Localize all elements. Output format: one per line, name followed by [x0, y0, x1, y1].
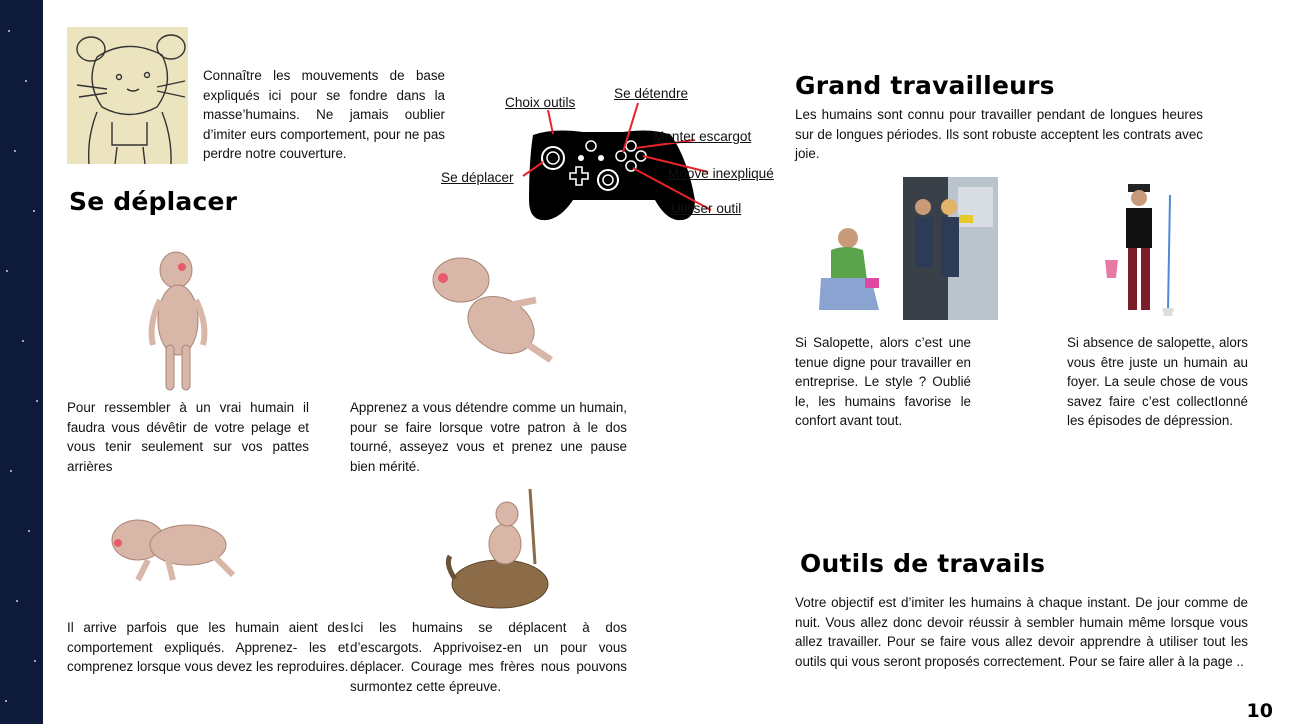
window-cleaners-photo	[903, 177, 998, 320]
document-page	[43, 0, 1291, 724]
label-moove-inexplique: Moove inexpliqué	[668, 166, 774, 181]
text-se-deplacer-1: Pour ressembler à un vrai humain il faudra vous dévêtir de votre pelage et vous tenir seulement sur vos pattes arrières	[67, 400, 309, 474]
text-se-deplacer-4: Ici les humains se déplacent à dos d’escargots. Apprivoisez-en un pour vous déplacer. Courage mes frères nous pouvons surmontez cette épreuve.	[350, 620, 627, 694]
starry-sidebar	[0, 0, 43, 724]
text-with-overalls: Si Salopette, alors c’est une tenue digne pour travailler en entreprise. Le style ? Oublié le, les humains favorise le confort avant tout.	[795, 335, 971, 429]
heading-grand-travailleurs: Grand travailleurs	[795, 71, 1055, 100]
mole-rat-standing-image	[138, 245, 218, 395]
text-grand-travailleurs-intro: Les humains sont connu pour travailler pendant de longues heures sur de longues périodes. Ils sont robuste acceptent les contrats avec joie.	[795, 107, 1203, 162]
mole-rat-crawling-image	[98, 505, 243, 585]
label-utiliser-outil: Utiliser outil	[671, 201, 742, 216]
page-number: 10	[1246, 700, 1273, 722]
label-se-deplacer: Se déplacer	[441, 170, 514, 185]
text-without-overalls: Si absence de salopette, alors vous être juste un humain au foyer. La seule chose de vous savez faire c’est collectIonné les épisodes de dépression.	[1067, 335, 1248, 429]
text-se-deplacer-2: Apprenez a vous détendre comme un humain, pour se faire lorsque votre patron à le dos tourné, asseyez vous et prenez une pause bien mérité.	[350, 400, 627, 474]
label-choix-outils: Choix outils	[505, 95, 576, 110]
label-se-detendre: Se détendre	[614, 86, 689, 101]
man-with-mop-and-bucket-image	[1100, 180, 1185, 320]
text-outils: Votre objectif est d’imiter les humains à chaque instant. De jour comme de nuit. Vous allez donc devoir réussir à sembler humain même lorsque vous allez travailler. Pour se faire vous allez devoir apprendre à utiliser tout les outils qui vous seront proposés correctement. Pour se faire aller à la page ..	[795, 595, 1248, 669]
text-se-deplacer-3: Il arrive parfois que les humain aient des comportement expliqués. Apprenez- les et comprenez lorsque vous devez les reproduires.	[67, 620, 349, 675]
label-monter-escargot: Monter escargot	[653, 129, 752, 144]
heading-se-deplacer: Se déplacer	[69, 187, 238, 216]
worker-overalls-cleaning-image	[801, 218, 896, 318]
mouse-sketch-image	[67, 27, 188, 164]
mole-rat-lying-image	[421, 245, 561, 375]
mole-rat-on-snail-image	[435, 484, 555, 614]
heading-outils-de-travails: Outils de travails	[800, 549, 1046, 578]
intro-text: Connaître les mouvements de base expliqués ici pour se fondre dans la masse’humains. Ne jamais oublier d’imiter eurs comportement, pour ne pas perdre notre couverture.	[203, 68, 445, 162]
